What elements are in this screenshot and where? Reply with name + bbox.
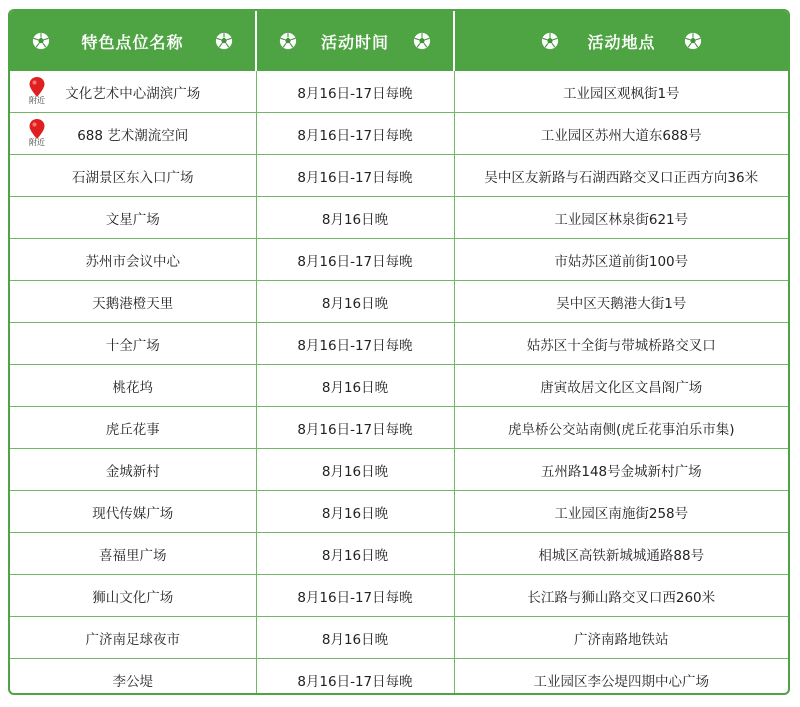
table-row <box>10 71 788 113</box>
header-label: 特色点位名称 <box>81 32 184 52</box>
cell-activity-time: 8月16日-17日每晚 <box>256 407 454 449</box>
cell-activity-time: 8月16日晚 <box>256 491 454 533</box>
location-name-text: 喜福里广场 <box>99 547 167 564</box>
cell-activity-time: 8月16日-17日每晚 <box>256 323 454 365</box>
cell-activity-time: 8月16日晚 <box>256 365 454 407</box>
location-name-text: 桃花坞 <box>112 379 153 396</box>
table-row <box>10 155 788 197</box>
cell-location-name <box>10 449 256 491</box>
cell-activity-place: 长江路与狮山路交叉口西260米 <box>454 575 788 617</box>
cell-location-name <box>10 575 256 617</box>
table-row <box>10 239 788 281</box>
location-name-text: 狮山文化广场 <box>92 589 174 606</box>
header-activity-time <box>256 11 454 71</box>
location-name-text: 李公堤 <box>112 673 153 690</box>
cell-location-name <box>10 659 256 696</box>
cell-activity-place: 吴中区天鹅港大街1号 <box>454 281 788 323</box>
cell-activity-time: 8月16日晚 <box>256 533 454 575</box>
cell-activity-place: 唐寅故居文化区文昌阁广场 <box>454 365 788 407</box>
cell-location-name <box>10 281 256 323</box>
location-name-text: 天鹅港橙天里 <box>92 295 174 312</box>
table-row <box>10 323 788 365</box>
cell-location-name <box>10 155 256 197</box>
location-name-text: 文星广场 <box>105 211 160 228</box>
location-name-text: 广济南足球夜市 <box>85 631 180 648</box>
cell-location-name <box>10 197 256 239</box>
header-activity-place <box>454 11 788 71</box>
table-row <box>10 575 788 617</box>
location-name-text: 十全广场 <box>105 337 160 354</box>
cell-activity-time: 8月16日-17日每晚 <box>256 113 454 155</box>
location-name-text: 虎丘花事 <box>105 421 160 438</box>
cell-location-name <box>10 365 256 407</box>
map-pin-icon <box>26 76 48 105</box>
schedule-table-frame <box>8 9 790 695</box>
cell-activity-time: 8月16日晚 <box>256 449 454 491</box>
header-location-name <box>10 11 256 71</box>
cell-activity-time: 8月16日-17日每晚 <box>256 71 454 113</box>
soccer-ball-icon <box>684 32 702 50</box>
cell-activity-place: 工业园区李公堤四期中心广场 <box>454 659 788 696</box>
schedule-table <box>10 11 788 695</box>
cell-activity-time: 8月16日晚 <box>256 617 454 659</box>
location-name-text: 金城新村 <box>105 463 160 480</box>
cell-location-name <box>10 407 256 449</box>
cell-activity-place: 相城区高铁新城城通路88号 <box>454 533 788 575</box>
location-name-text: 文化艺术中心湖滨广场 <box>65 85 201 102</box>
table-header-row <box>10 11 788 71</box>
cell-activity-place: 姑苏区十全街与带城桥路交叉口 <box>454 323 788 365</box>
location-name-text: 688 艺术潮流空间 <box>77 127 189 144</box>
table-row <box>10 197 788 239</box>
table-row <box>10 365 788 407</box>
soccer-ball-icon <box>413 32 431 50</box>
cell-activity-place: 五州路148号金城新村广场 <box>454 449 788 491</box>
soccer-ball-icon <box>279 32 297 50</box>
soccer-ball-icon <box>541 32 559 50</box>
cell-location-name <box>10 113 256 155</box>
cell-activity-place: 工业园区苏州大道东688号 <box>454 113 788 155</box>
cell-activity-place: 工业园区林泉街621号 <box>454 197 788 239</box>
map-pin-icon <box>26 118 48 147</box>
cell-activity-time: 8月16日晚 <box>256 281 454 323</box>
cell-location-name <box>10 239 256 281</box>
cell-activity-time: 8月16日-17日每晚 <box>256 659 454 696</box>
cell-location-name <box>10 533 256 575</box>
cell-activity-place: 吴中区友新路与石湖西路交叉口正西方向36米 <box>454 155 788 197</box>
location-name-text: 苏州市会议中心 <box>85 253 180 270</box>
table-row <box>10 281 788 323</box>
cell-activity-place: 虎阜桥公交站南侧(虎丘花事泊乐市集) <box>454 407 788 449</box>
cell-location-name <box>10 71 256 113</box>
cell-activity-place: 广济南路地铁站 <box>454 617 788 659</box>
nearby-label: 附近 <box>29 96 45 105</box>
table-row <box>10 407 788 449</box>
table-row <box>10 491 788 533</box>
table-row <box>10 113 788 155</box>
header-label: 活动地点 <box>587 32 656 52</box>
nearby-label: 附近 <box>29 138 45 147</box>
table-row <box>10 533 788 575</box>
cell-activity-time: 8月16日晚 <box>256 197 454 239</box>
cell-activity-time: 8月16日-17日每晚 <box>256 239 454 281</box>
cell-activity-place: 工业园区南施街258号 <box>454 491 788 533</box>
header-label: 活动时间 <box>320 32 389 52</box>
cell-location-name <box>10 323 256 365</box>
table-row <box>10 449 788 491</box>
cell-activity-time: 8月16日-17日每晚 <box>256 575 454 617</box>
soccer-ball-icon <box>215 32 233 50</box>
location-name-text: 石湖景区东入口广场 <box>72 169 194 186</box>
cell-activity-place: 市姑苏区道前街100号 <box>454 239 788 281</box>
cell-activity-place: 工业园区观枫街1号 <box>562 85 680 102</box>
table-row <box>10 659 788 696</box>
soccer-ball-icon <box>32 32 50 50</box>
table-row <box>10 617 788 659</box>
cell-location-name <box>10 617 256 659</box>
cell-activity-time: 8月16日-17日每晚 <box>256 155 454 197</box>
location-name-text: 现代传媒广场 <box>92 505 174 522</box>
cell-location-name <box>10 491 256 533</box>
